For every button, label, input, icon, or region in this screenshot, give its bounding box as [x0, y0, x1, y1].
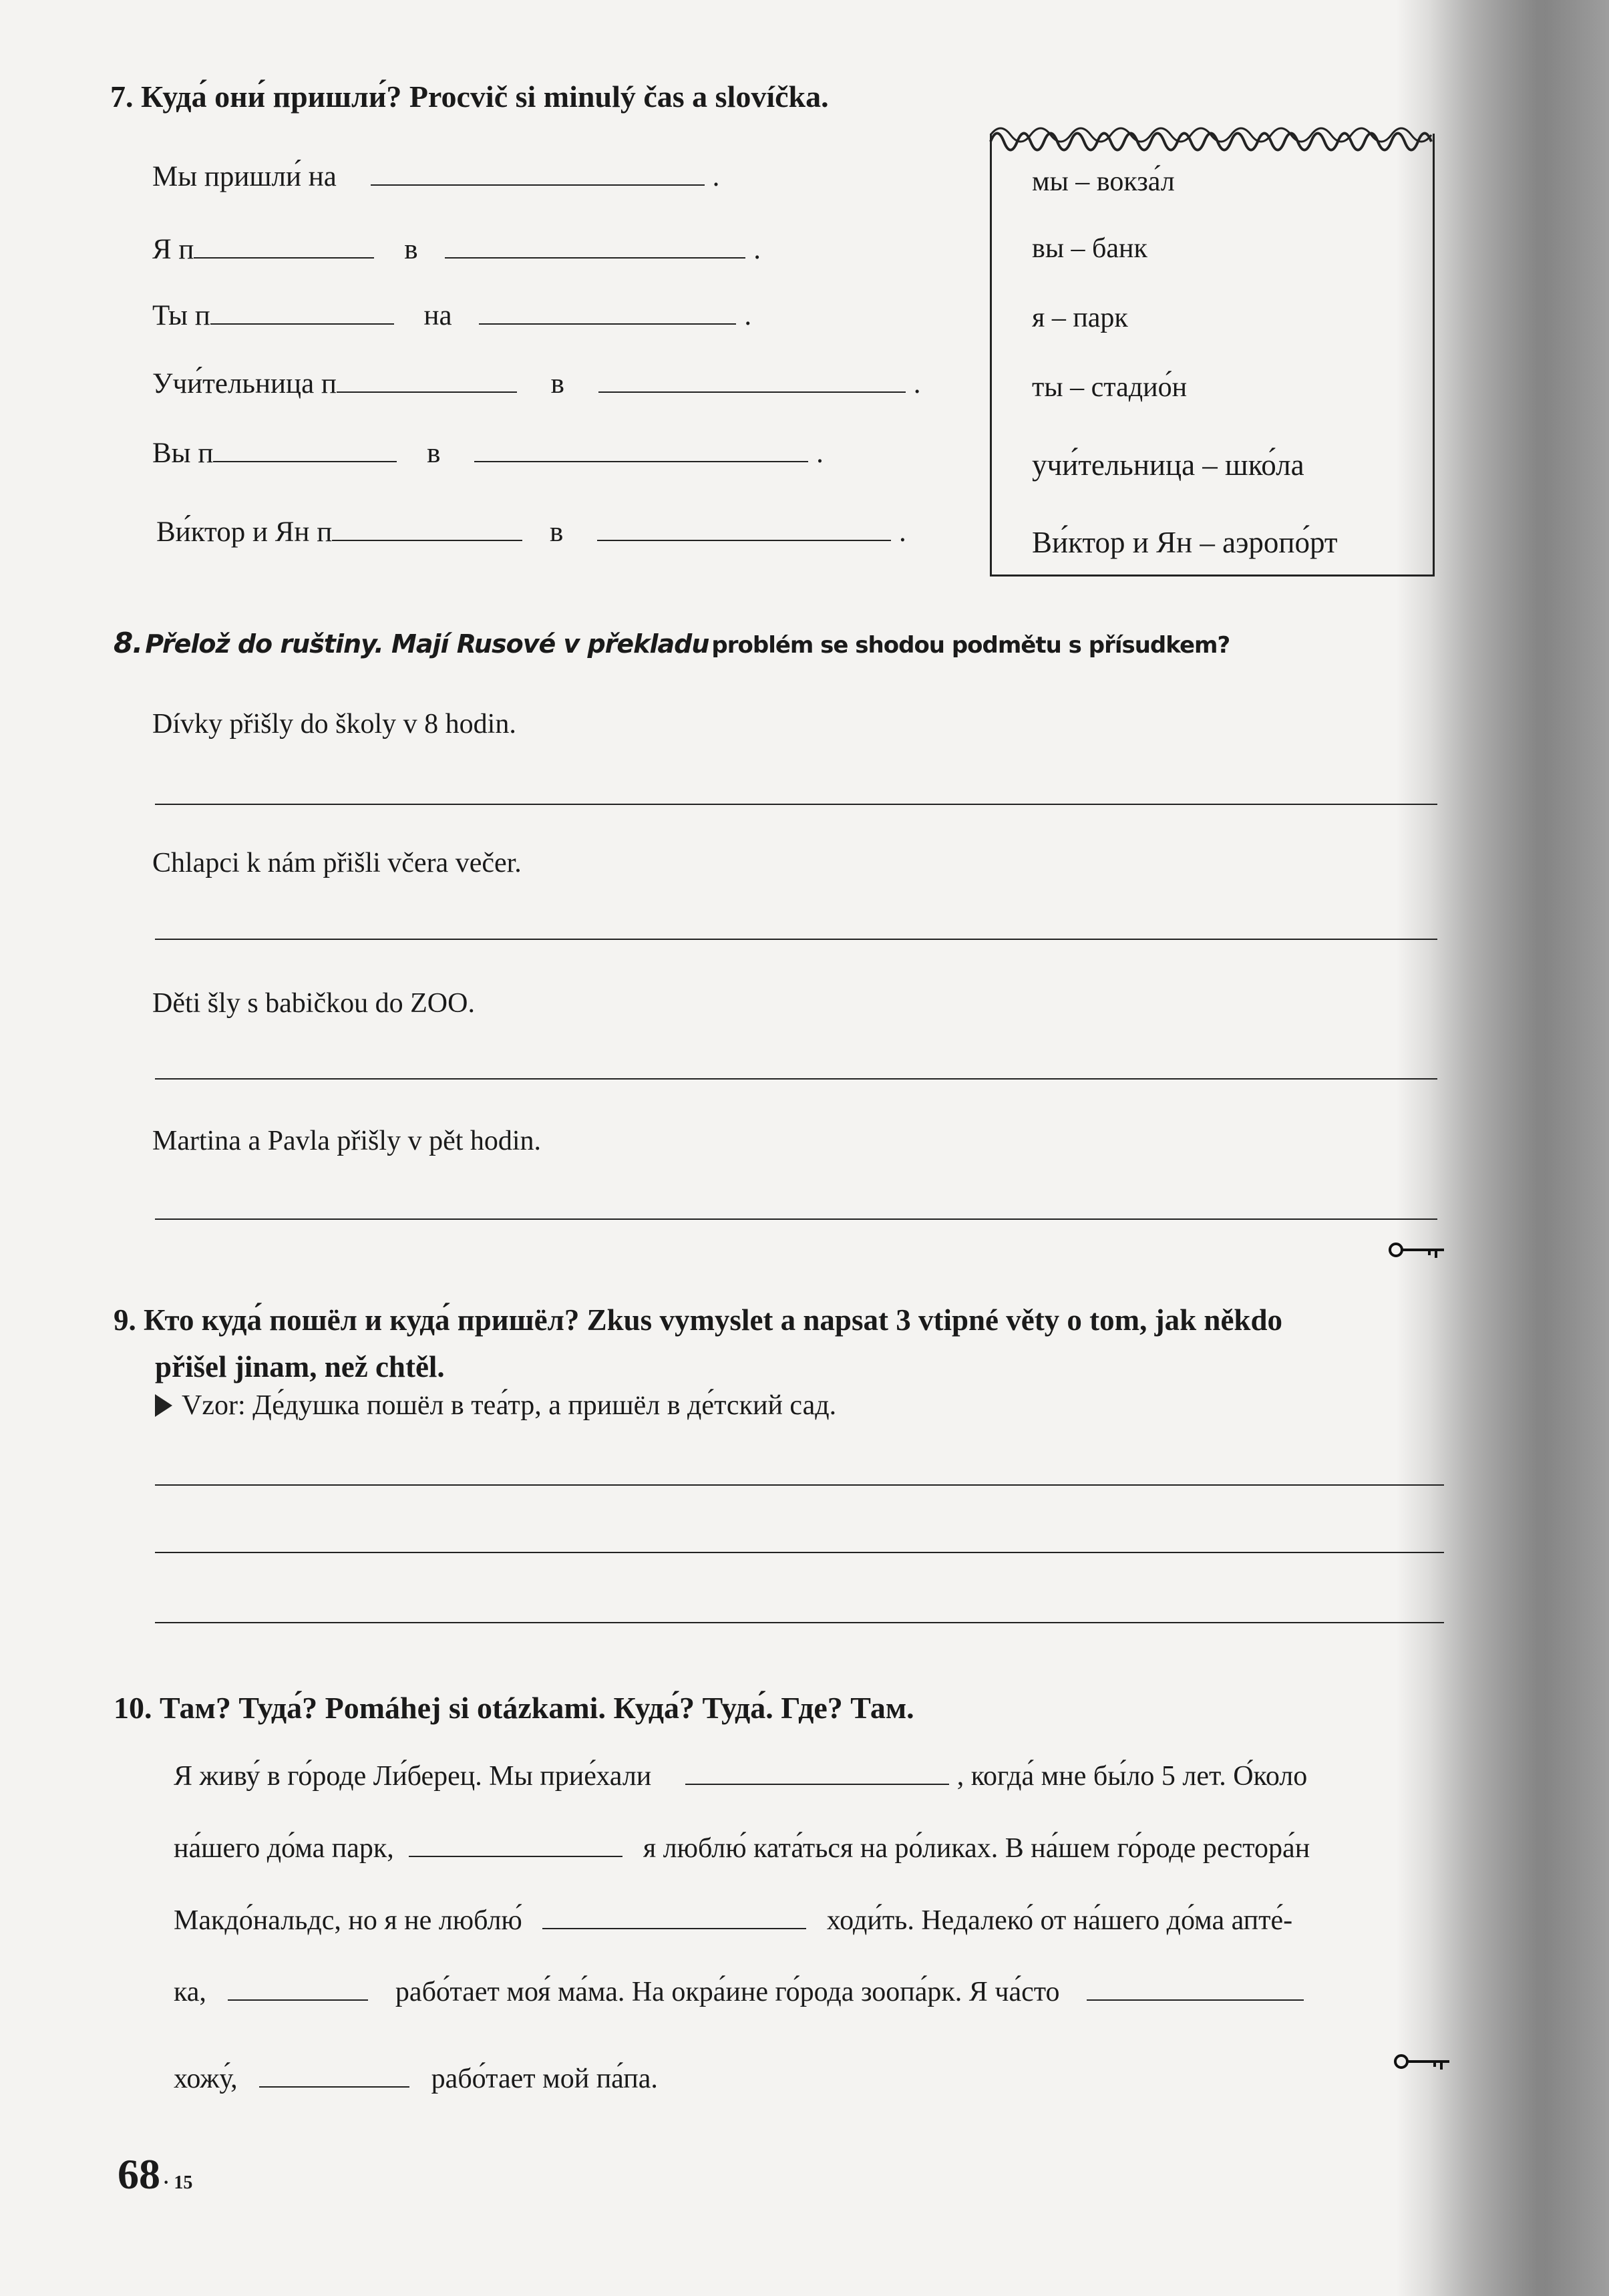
ex7-row-text: Ты п — [152, 300, 210, 331]
preposition: в — [550, 368, 564, 399]
vocab-item: учи́тельница – шко́ла — [1032, 448, 1304, 482]
answer-line[interactable] — [155, 1078, 1437, 1080]
blank[interactable] — [474, 436, 808, 462]
blank[interactable] — [337, 366, 517, 393]
vocab-item: Ви́ктор и Ян – аэропо́рт — [1032, 526, 1338, 559]
vocab-item: я – парк — [1032, 303, 1128, 333]
ex10-line-1 — [174, 1758, 1307, 1792]
blank[interactable] — [542, 1903, 806, 1929]
page-footer — [118, 2150, 192, 2199]
vocab-item: вы – банк — [1032, 233, 1147, 264]
text: на́шего до́ма парк, — [174, 1833, 394, 1864]
answer-line[interactable] — [155, 1552, 1444, 1553]
blank[interactable] — [409, 1830, 622, 1857]
ex8-sentence: Děti šly s babičkou do ZOO. — [152, 988, 475, 1019]
page-fold-shadow-dark — [1429, 0, 1609, 2296]
ex8-heading — [114, 627, 1230, 659]
ex10-heading — [114, 1690, 914, 1726]
ex7-row-text: Учи́тельница п — [152, 368, 337, 399]
blank[interactable] — [194, 232, 374, 259]
blank[interactable] — [479, 298, 736, 325]
ex10-line-2 — [174, 1830, 1310, 1864]
blank[interactable] — [685, 1758, 949, 1785]
ex9-number: 9. — [114, 1303, 136, 1337]
ex8-sentence: Martina a Pavla přišly v pět hodin. — [152, 1126, 542, 1156]
text: , когда́ мне бы́ло 5 лет. О́коло — [956, 1761, 1308, 1792]
ex8-title-scribbled: Přelož do ruštiny. Mají Rusové v překladu — [145, 629, 709, 659]
ex7-row-5 — [152, 436, 824, 470]
blank[interactable] — [228, 1974, 368, 2001]
key-icon — [1388, 1241, 1445, 1259]
preposition: в — [549, 516, 564, 548]
play-triangle-icon — [155, 1394, 172, 1417]
text: Макдо́нальдс, но я не люблю́ — [174, 1905, 522, 1936]
page-number: 68 — [118, 2150, 160, 2198]
vocab-item: мы – вокза́л — [1032, 166, 1175, 197]
example-label: Vzor: — [182, 1390, 246, 1421]
key-icon — [1393, 2052, 1451, 2071]
ex8-sentence: Dívky přišly do školy v 8 hodin. — [152, 709, 516, 740]
preposition: в — [427, 438, 441, 469]
text: хожу́, — [174, 2064, 238, 2094]
ex7-row-3 — [152, 298, 751, 332]
ex9-title: Кто куда́ пошёл и куда́ пришёл? Zkus vymyslet a napsat 3 vtipné věty o tom, jak někdo — [144, 1303, 1282, 1337]
text: ка, — [174, 1977, 206, 2007]
ex9-heading — [114, 1303, 1282, 1337]
page-sub: · 15 — [163, 2172, 193, 2193]
blank[interactable] — [371, 159, 705, 186]
period: . — [712, 161, 720, 192]
preposition: на — [423, 300, 452, 331]
answer-line[interactable] — [155, 804, 1437, 805]
ex10-line-3 — [174, 1903, 1292, 1937]
blank[interactable] — [445, 232, 745, 259]
blank[interactable] — [210, 298, 394, 325]
ex7-row-1 — [152, 159, 719, 193]
answer-line[interactable] — [155, 1622, 1444, 1623]
answer-line[interactable] — [155, 939, 1437, 940]
ex7-row-text: Мы пришли́ на — [152, 161, 337, 192]
ex7-row-4 — [152, 366, 920, 400]
answer-line[interactable] — [155, 1484, 1444, 1486]
ex7-row-2 — [152, 232, 761, 266]
ex7-row-6 — [156, 514, 906, 548]
ex10-line-4 — [174, 1974, 1304, 2008]
text: ходи́ть. Недалеко́ от на́шего до́ма апте́- — [826, 1905, 1293, 1936]
example-text: Де́душка пошёл в теа́тр, а пришёл в де́тский сад. — [252, 1390, 837, 1421]
ex7-heading — [110, 79, 829, 114]
text: рабо́тает моя́ ма́ма. На окра́ине го́рода зоопа́рк. Я ча́сто — [395, 1977, 1060, 2007]
ex9-example — [155, 1389, 836, 1422]
ex7-title: Куда́ они́ пришли́? Procvič si minulý čas a slovíčka. — [141, 79, 829, 114]
blank[interactable] — [598, 366, 906, 393]
ex7-number: 7. — [110, 79, 134, 114]
vocabulary-box — [990, 134, 1435, 577]
period: . — [744, 300, 752, 331]
blank[interactable] — [597, 514, 891, 541]
text: я люблю́ ката́ться на ро́ликах. В на́шем го́роде рестора́н — [643, 1833, 1310, 1864]
ex7-row-text: Ви́ктор и Ян п — [156, 516, 333, 548]
vocab-item: ты – стадио́н — [1032, 372, 1188, 403]
blank[interactable] — [332, 514, 522, 541]
ex8-sentence: Chlapci k nám přišli včera večer. — [152, 848, 522, 878]
period: . — [899, 516, 906, 548]
text: Я живу́ в го́роде Ли́берец. Мы прие́хали — [174, 1761, 652, 1792]
blank[interactable] — [1087, 1974, 1304, 2001]
ex8-title-rest: problém se shodou podmětu s přísudkem? — [711, 632, 1230, 659]
preposition: в — [404, 234, 418, 265]
period: . — [913, 368, 921, 399]
ex8-number: 8. — [114, 627, 143, 659]
ex10-number: 10. — [114, 1691, 152, 1725]
text: рабо́тает мой па́па. — [431, 2064, 658, 2094]
period: . — [816, 438, 824, 469]
ex9-title-line2: přišel jinam, než chtěl. — [155, 1350, 445, 1383]
ex10-line-5 — [174, 2061, 658, 2095]
period: . — [753, 234, 761, 265]
ex7-row-text: Вы п — [152, 438, 214, 469]
blank[interactable] — [259, 2061, 409, 2088]
ex7-row-text: Я п — [152, 234, 194, 265]
ex10-title: Там? Туда́? Pomáhej si otázkami. Куда́? Туда́. Где? Там. — [160, 1691, 914, 1725]
blank[interactable] — [213, 436, 397, 462]
answer-line[interactable] — [155, 1218, 1437, 1220]
